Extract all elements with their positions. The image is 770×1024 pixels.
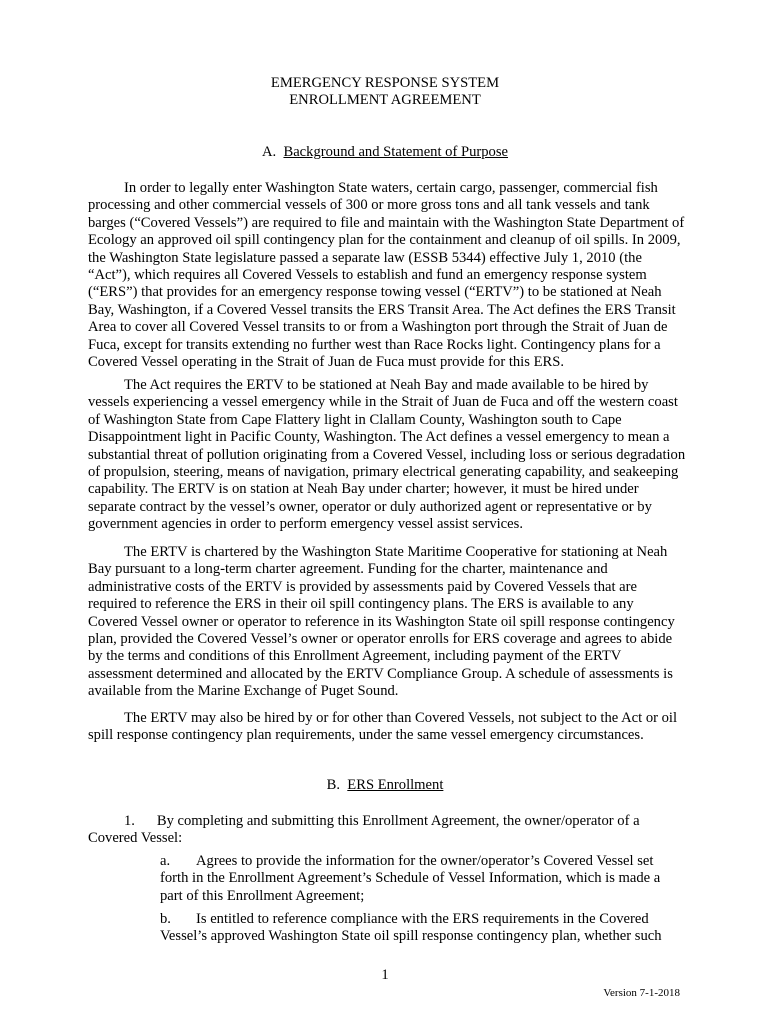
document-title-line2: ENROLLMENT AGREEMENT xyxy=(289,92,481,108)
item-number: 1. xyxy=(124,813,135,829)
sub-item-label: b. xyxy=(160,911,171,927)
section-b-heading xyxy=(0,777,770,794)
item-text: By completing and submitting this Enrollment Agreement, the owner/operator of a Covered Vessel: xyxy=(88,813,640,847)
paragraph: The ERTV is chartered by the Washington State Maritime Cooperative for stationing at Neah Bay pursuant to a long-term charter agreement. Funding for the charter, maintenance and administrative costs of the ERTV is provided by assessments paid by Covered Vessels that are required to reference the ERS in their oil spill contingency plans. The ERS is available to any Covered Vessel owner or operator to reference in its Washington State oil spill response contingency plan, provided the Covered Vessel’s owner or operator enrolls for ERS coverage and agrees to abide by the terms and conditions of this Enrollment Agreement, including payment of the ERTV assessment determined and allocated by the ERTV Compliance Group. A schedule of assessments is available from the Marine Exchange of Puget Sound. xyxy=(88,544,675,700)
sub-item-text: Is entitled to reference compliance with the ERS requirements in the Covered Vessel’s approved Washington State oil spill response contingency plan, whether such xyxy=(160,911,662,945)
sub-item xyxy=(160,853,670,905)
section-b-label: B. xyxy=(326,777,340,793)
sub-item-text: Agrees to provide the information for the owner/operator’s Covered Vessel set forth in the Enrollment Agreement’s Schedule of Vessel Information, which is made a part of this Enrollment Agreement; xyxy=(160,853,661,904)
sub-item xyxy=(160,911,670,946)
section-b-title: ERS Enrollment xyxy=(347,777,444,793)
sub-item-label: a. xyxy=(160,853,171,869)
document-title-line1: EMERGENCY RESPONSE SYSTEM xyxy=(270,75,500,91)
section-a-label: A. xyxy=(261,144,277,160)
paragraph: In order to legally enter Washington State waters, certain cargo, passenger, commercial fish processing and other commercial vessels of 300 or more gross tons and all tank vessels and tank barges (“Covered Vessels”) are required to file and maintain with the Washington State Department of Ecology an approved oil spill contingency plan for the containment and cleanup of oil spills. In 2009, the Washington State legislature passed a separate law (ESSB 5344) effective July 1, 2010 (the “Act”), which requires all Covered Vessels to establish and fund an emergency response system (“ERS”) that provides for an emergency response towing vessel (“ERTV”) to be stationed at Neah Bay, Washington, if a Covered Vessel transits the ERS Transit Area. The Act defines the ERS Transit Area to cover all Covered Vessel transits to or from a Washington port through the Strait of Juan de Fuca, except for transits extending no further west than Race Rocks light. Contingency plans for a Covered Vessel operating in the Strait of Juan de Fuca must provide for this ERS. xyxy=(88,180,685,371)
paragraph: The Act requires the ERTV to be stationed at Neah Bay and made available to be hired by vessels experiencing a vessel emergency while in the Strait of Juan de Fuca and off the western coast of Washington State from Cape Flattery light in Clallam County, Washington south to Cape Disappointment light in Pacific County, Washington. The Act defines a vessel emergency to mean a substantial threat of pollution originating from a Covered Vessel, including loss or serious degradation of propulsion, steering, means of navigation, primary electrical generating capability, and seakeeping capability. The ERTV is on station at Neah Bay under charter; however, it must be hired under separate contract by the vessel’s owner, operator or duly authorized agent or representative or by government agencies in order to perform emergency vessel assist services. xyxy=(88,377,686,533)
page-number: 1 xyxy=(381,967,389,983)
section-a-heading xyxy=(0,144,770,161)
numbered-item xyxy=(88,813,686,848)
section-a-title: Background and Statement of Purpose xyxy=(283,144,509,160)
version-label: Version 7-1-2018 xyxy=(603,987,680,999)
paragraph: The ERTV may also be hired by or for other than Covered Vessels, not subject to the Act or oil spill response contingency plan requirements, under the same vessel emergency circumstances. xyxy=(88,710,678,744)
